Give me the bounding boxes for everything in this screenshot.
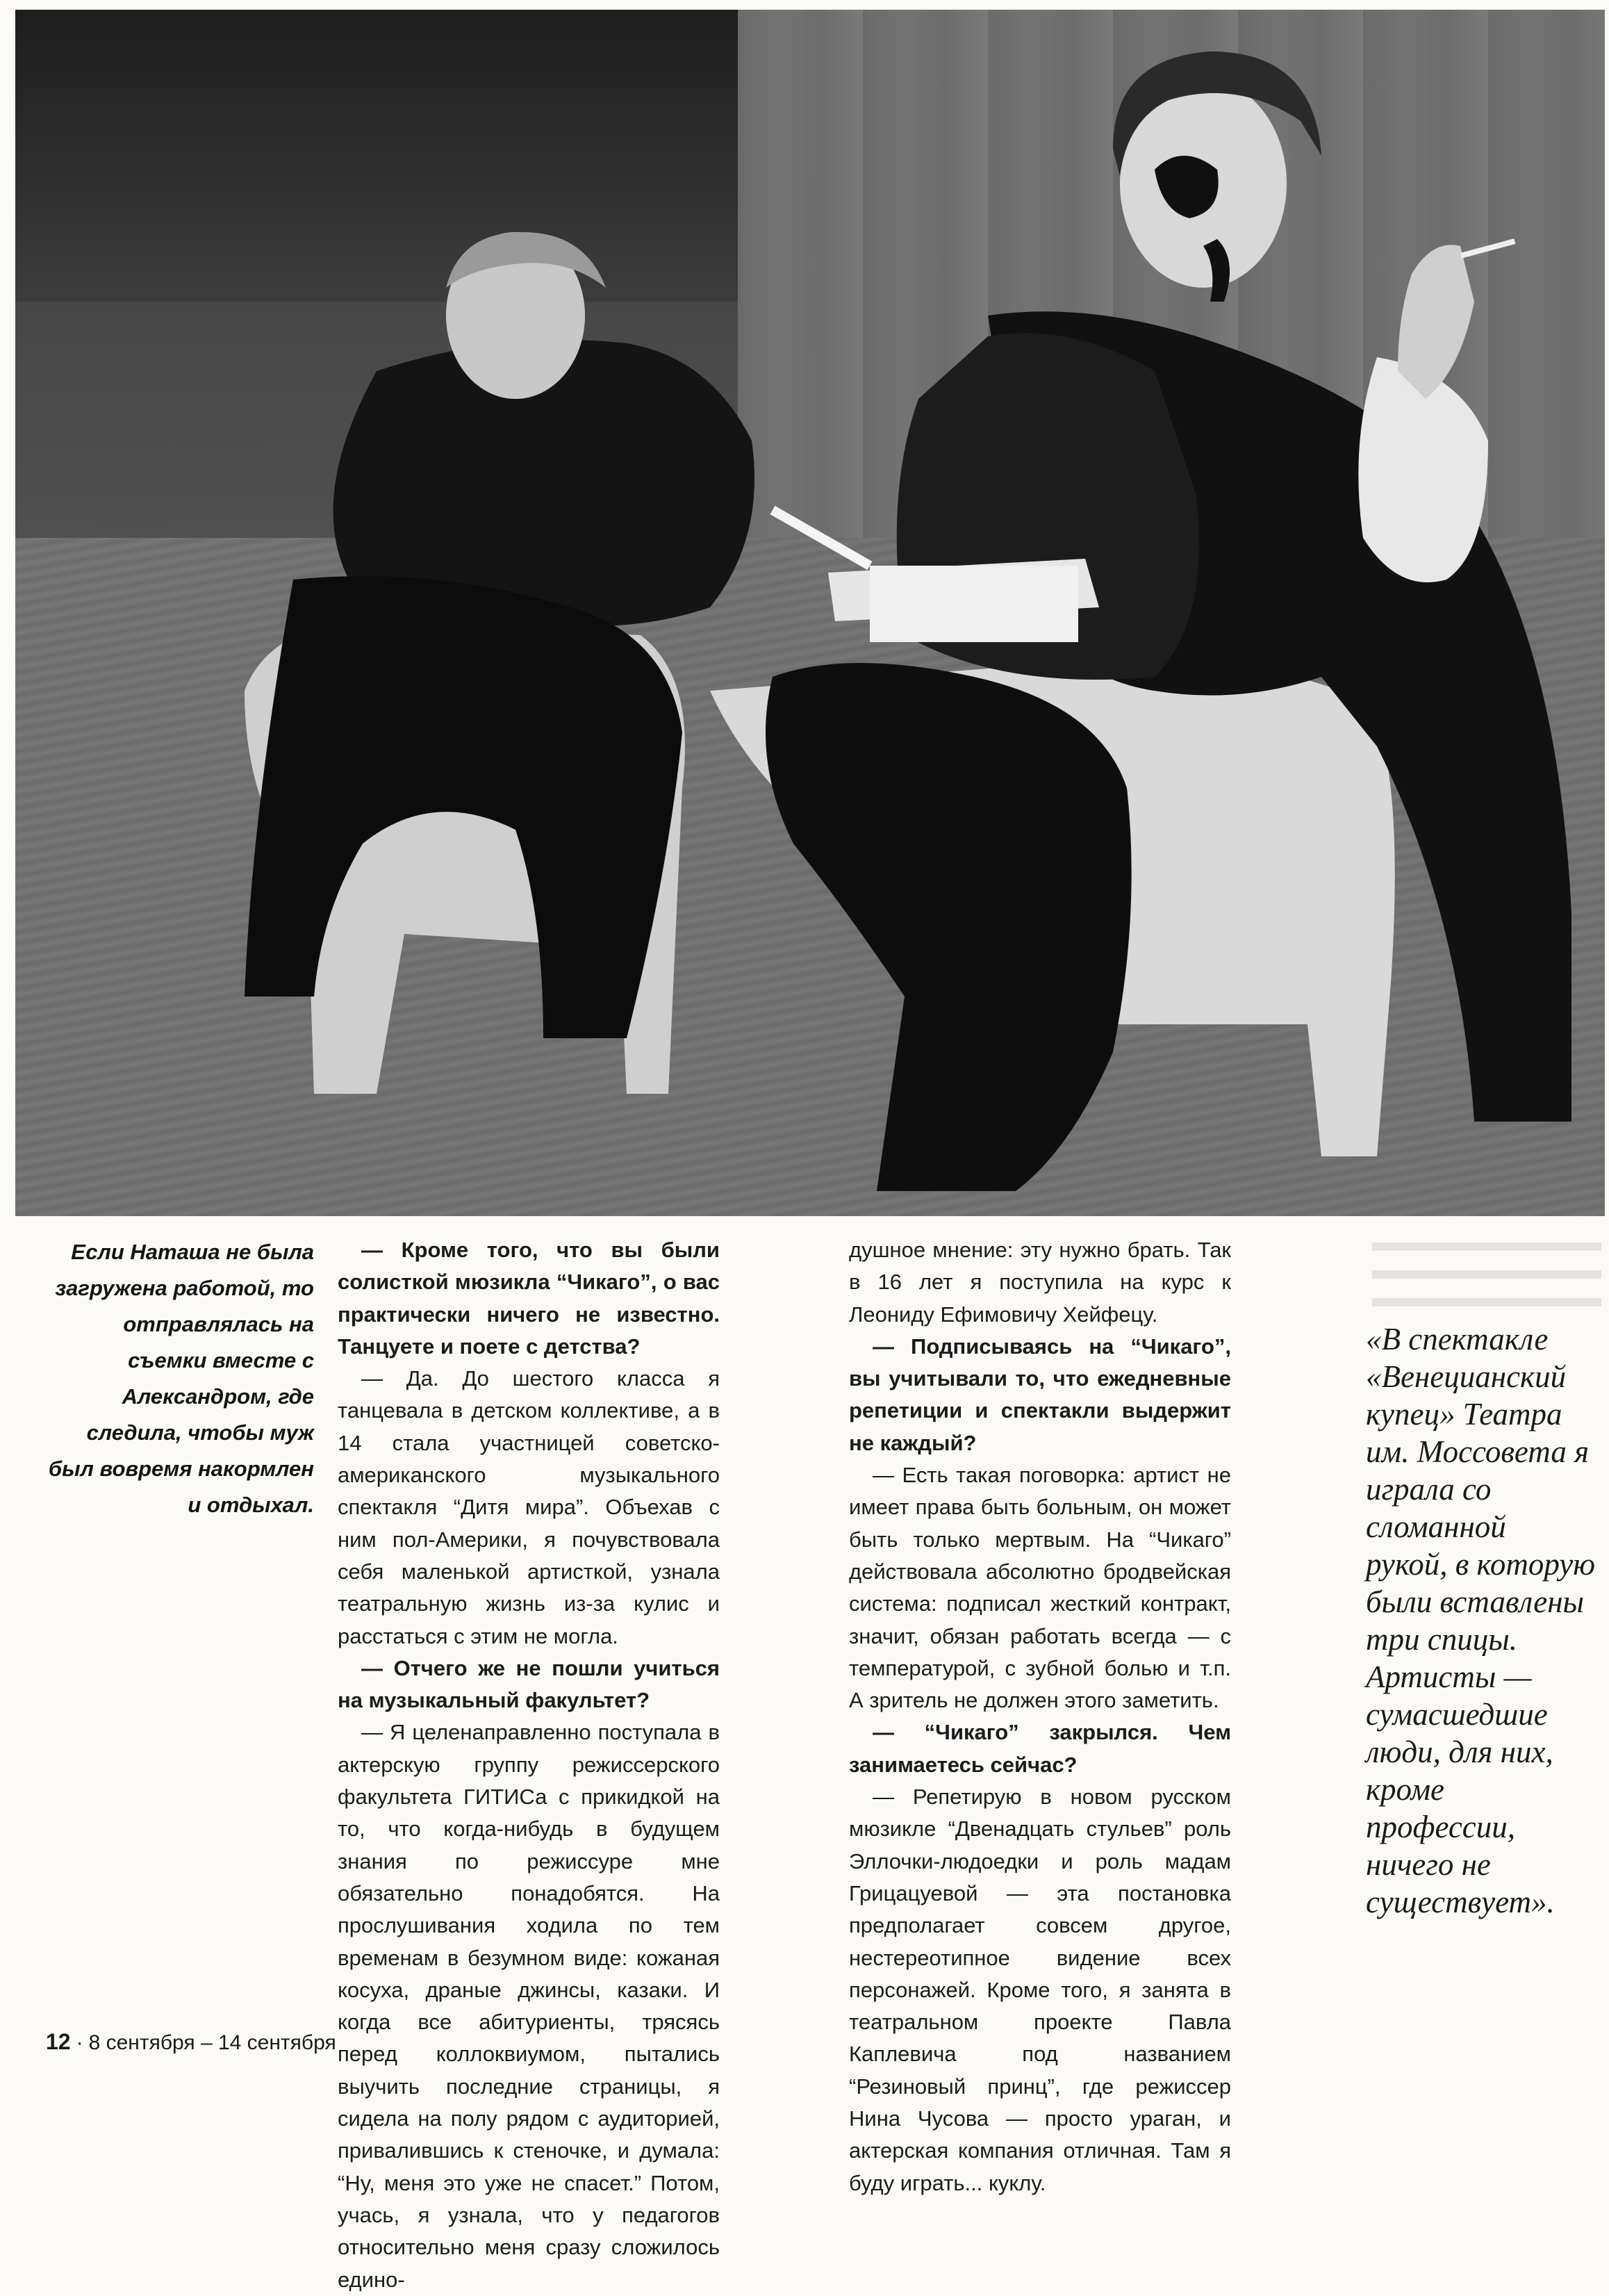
issue-date-range: 8 сентября – 14 сентября	[88, 2031, 336, 2054]
interview-answer: — Репетирую в новом русском мюзикле “Двенадцать стульев” роль Эллочки-людоедки и роль мадам Грицацуевой — эта постановка предполагает совсем другое, нестереотипное видение всех персонажей. Кроме того, я занята в театральном проекте Павла Каплевича под названием “Резиновый принц”, где режиссер Нина Чусова — просто ураган, и актерская компания отличная. Там я буду играть... куклу.	[849, 1785, 1231, 2195]
interview-question: — Подписываясь на “Чикаго”, вы учитывали то, что ежедневные репетиции и спектакли выдержит не каждый?	[849, 1334, 1231, 1455]
photo-caption: Если Наташа не была загружена работой, то отправлялась на съемки вместе с Александром, где следила, чтобы муж был вовремя накормлен и отдыхал.	[48, 1240, 314, 1517]
interview-answer: — Я целенаправленно поступала в актерскую группу режиссерского факультета ГИТИСа с прикидкой на то, что когда-нибудь в будущем знания по режиссуре мне обязательно понадобятся. На прослушивания ходила по тем временам в безумном виде: кожаная косуха, драные джинсы, казаки. И когда все абитуриенты, трясясь перед коллоквиумом, пытались выучить последние страницы, я сидела на полу рядом с аудиторией, привалившись к стеночке, и думала: “Ну, меня это уже не спасет.” Потом, учась, я узнала, что у педагогов относительно меня сразу сложилось едино-	[338, 1720, 720, 2292]
footer-separator-dot: ·	[76, 2031, 83, 2054]
interview-question: — “Чикаго” закрылся. Чем занимаетесь сейчас?	[849, 1720, 1231, 1777]
interview-question: — Отчего же не пошли учиться на музыкальный факультет?	[338, 1655, 720, 1713]
page-footer	[46, 2029, 336, 2055]
article-photo	[15, 10, 1605, 1216]
interview-answer: — Есть такая поговорка: артист не имеет права быть больным, он может быть только мертвым. На “Чикаго” действовала абсолютно бродвейская система: подписал жесткий контракт, значит, обязан работать всегда — с температурой, с зубной болью и т.п. А зритель не должен этого заметить.	[849, 1463, 1231, 1713]
show-through-text-artifact	[1372, 1223, 1601, 1320]
interview-question: — Кроме того, что вы были солисткой мюзикла “Чикаго”, о вас практически ничего не известно. Танцуете и поете с детства?	[338, 1238, 720, 1359]
pull-quote: «В спектакле «Венецианский купец» Театра им. Моссовета я играла со сломанной рукой, в которую были вставлены три спицы. Артисты — сумасшедшие люди, для них, кроме профессии, ничего не существует».	[1366, 1322, 1595, 1919]
plastic-fork	[773, 510, 870, 566]
page-number: 12	[46, 2029, 71, 2054]
interview-answer: — Да. До шестого класса я танцевала в детском коллективе, а в 14 стала участницей советско-американского музыкального спектакля “Дитя мира”. Объехав с ним пол-Америки, я почувствовала себя маленькой артисткой, узнала театральную жизнь из-за кулис и расстаться с этим не могла.	[338, 1366, 720, 1648]
woman-legs	[245, 576, 682, 1038]
food-container	[870, 566, 1078, 642]
article-column-1	[338, 1234, 720, 2296]
man-hand	[1398, 245, 1474, 399]
man-legs	[766, 663, 1132, 1191]
interview-answer-continued: душное мнение: эту нужно брать. Так в 16 лет я поступила на курс к Леониду Ефимовичу Хейфецу.	[849, 1238, 1231, 1327]
cigarette	[1460, 238, 1515, 258]
photo-figures	[15, 10, 1605, 1216]
article-column-2	[849, 1234, 1231, 2199]
